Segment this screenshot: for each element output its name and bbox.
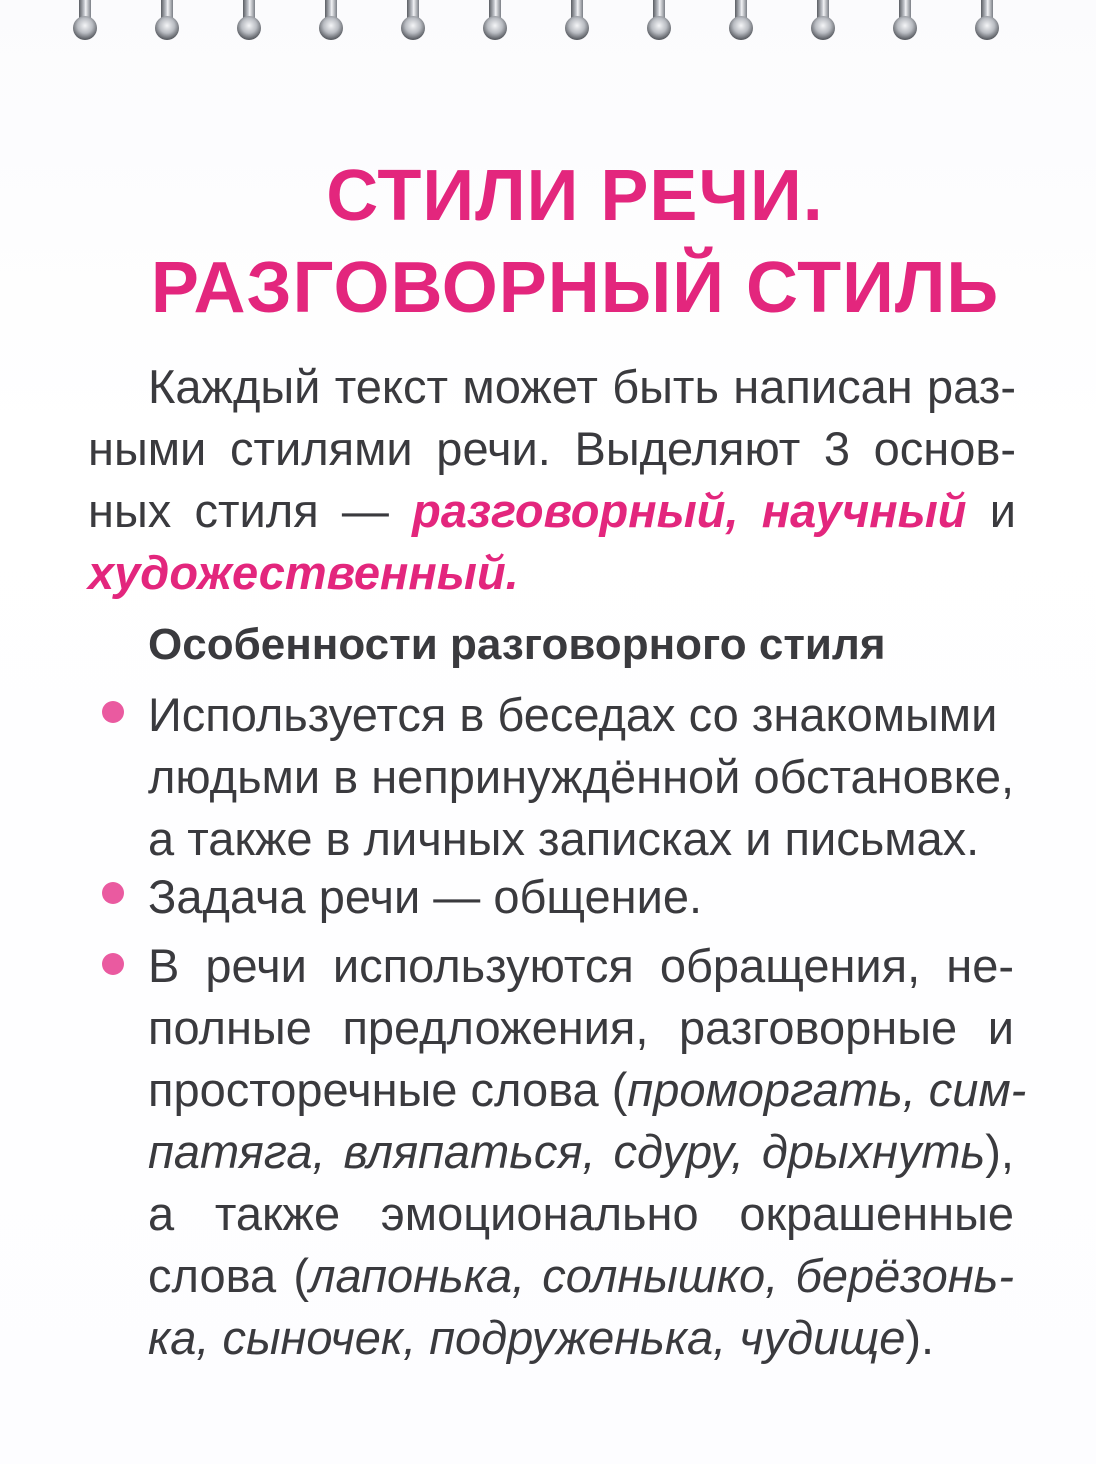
list-item <box>148 684 1014 870</box>
list-item-line: людьми в непринуждённой обстановке, <box>148 750 1015 803</box>
list-item-line: а также эмоционально окрашенные <box>148 1187 1014 1240</box>
example-words: лапонька, солнышко, берёзонь- <box>309 1249 1014 1302</box>
spiral-ring <box>234 0 264 46</box>
spiral-binding <box>0 0 1096 52</box>
intro-text: ных стиля — <box>88 484 389 537</box>
intro-line: ными стилями речи. Выделяют 3 основ- <box>88 422 1016 475</box>
list-item-line: Используется в беседах со знакомыми <box>148 688 998 741</box>
section-heading: Особенности разговорного стиля <box>148 620 886 669</box>
spiral-ring <box>644 0 674 46</box>
spiral-ring <box>890 0 920 46</box>
list-item-line: а также в личных записках и письмах. <box>148 812 980 865</box>
list-item <box>148 866 1014 928</box>
spiral-ring <box>562 0 592 46</box>
spiral-ring <box>70 0 100 46</box>
spiral-ring <box>972 0 1002 46</box>
bullet-dot-icon <box>102 882 124 904</box>
spiral-ring <box>480 0 510 46</box>
example-words: проморгать, сим- <box>627 1063 1027 1116</box>
list-item <box>148 935 1027 1369</box>
bullet-dot-icon <box>102 701 124 723</box>
spiral-ring <box>152 0 182 46</box>
page-title-line-1: СТИЛИ РЕЧИ. <box>326 156 824 236</box>
highlight-styles: разговорный, научный <box>412 484 967 537</box>
list-item-text: ), <box>985 1125 1014 1178</box>
list-item-line <box>148 1121 1014 1183</box>
spiral-ring <box>398 0 428 46</box>
list-item-text: просторечные слова ( <box>148 1063 628 1116</box>
list-item-line <box>148 1307 1014 1369</box>
list-item-line <box>148 1245 1014 1307</box>
intro-text: и <box>989 484 1016 537</box>
spiral-ring <box>808 0 838 46</box>
highlight-style-artistic: художественный. <box>88 546 519 599</box>
list-item-text: ). <box>905 1311 935 1364</box>
example-words: патяга, вляпаться, сдуру, дрыхнуть <box>148 1125 986 1178</box>
intro-line: Каждый текст может быть написан раз- <box>148 360 1016 413</box>
intro-line <box>88 542 1016 604</box>
page-title-line-2: РАЗГОВОРНЫЙ СТИЛЬ <box>150 248 1000 328</box>
list-item-line: Задача речи — общение. <box>148 870 703 923</box>
list-item-line: полные предложения, разговорные и <box>148 1001 1014 1054</box>
example-words: ка, сыночек, подруженька, чудище <box>148 1311 906 1364</box>
list-item-line: В речи используются обращения, не- <box>148 939 1014 992</box>
intro-line <box>88 480 1016 542</box>
spiral-ring <box>726 0 756 46</box>
spiral-ring <box>316 0 346 46</box>
list-item-text: слова ( <box>148 1249 310 1302</box>
list-item-line <box>148 1059 1027 1121</box>
bullet-dot-icon <box>102 953 124 975</box>
intro-paragraph <box>88 356 1016 604</box>
